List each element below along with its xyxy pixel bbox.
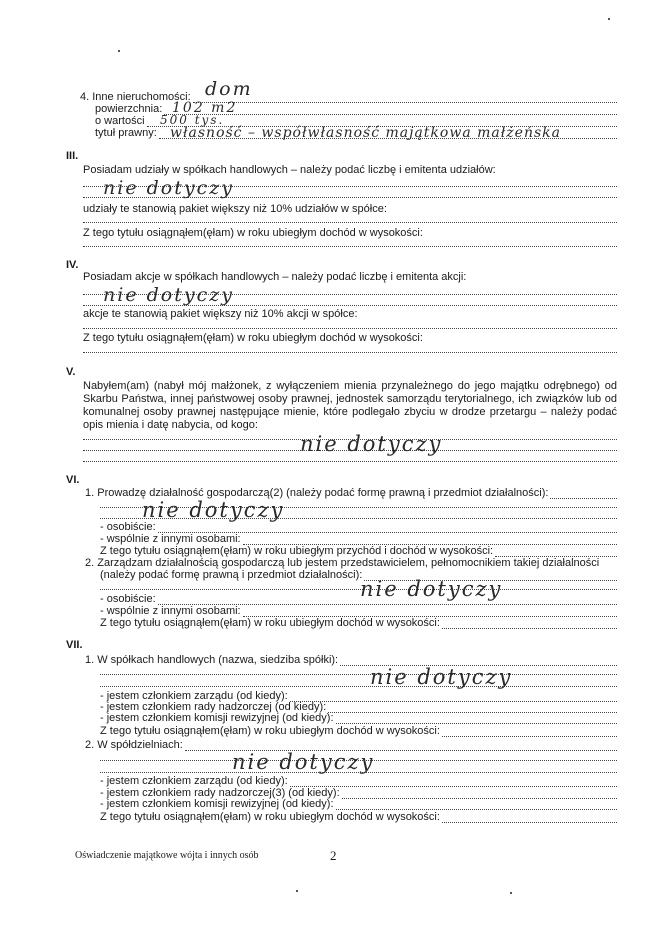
label: 1. Prowadzę działalność gospodarczą(2) (należy podać formę prawną i przedmiot działalności): xyxy=(85,487,549,499)
section-number: V. xyxy=(66,366,76,378)
label: - osobiście: xyxy=(100,521,156,533)
dotted-line[interactable] xyxy=(83,352,617,353)
label: Z tego tytułu osiągnąłem(ęłam) w roku ubiegłym dochód w wysokości: xyxy=(100,617,440,629)
section-number: VII. xyxy=(66,639,83,651)
label: powierzchnia: xyxy=(95,103,163,115)
other-property-row xyxy=(80,91,617,103)
handwritten-legal-title: własność – współwłasność majątkowa małżeńska xyxy=(170,125,561,141)
dotted-field[interactable] xyxy=(336,714,617,724)
handwritten-answer: nie dotyczy xyxy=(232,750,375,774)
scan-speck xyxy=(608,18,610,20)
dotted-field[interactable] xyxy=(495,547,617,557)
joint-row xyxy=(100,605,617,617)
board-row xyxy=(100,775,617,787)
label: tytuł prawny: xyxy=(95,127,157,139)
label: 4. Inne nieruchomości: xyxy=(80,91,191,103)
label: Z tego tytułu osiągnąłem(ęłam) w roku ubiegłym przychód i dochód w wysokości: xyxy=(100,545,494,557)
label: - wspólnie z innymi osobami: xyxy=(100,533,241,545)
dotted-field[interactable] xyxy=(158,523,617,533)
dotted-field[interactable] xyxy=(442,619,617,629)
income-row xyxy=(100,617,617,629)
footer-title: Oświadczenie majątkowe wójta i innych osób xyxy=(75,850,259,861)
page-number: 2 xyxy=(330,848,337,863)
scan-speck xyxy=(296,890,298,892)
label: - osobiście: xyxy=(100,593,156,605)
dotted-field[interactable] xyxy=(158,595,617,605)
personal-row xyxy=(100,521,617,533)
management-row xyxy=(100,569,617,581)
label: 2. W spółdzielniach: xyxy=(85,739,183,751)
label: - jestem członkiem komisji rewizyjnej (od kiedy): xyxy=(100,712,334,724)
label: - jestem członkiem rady nadzorczej (od kiedy): xyxy=(100,701,327,713)
handwritten-answer: nie dotyczy xyxy=(142,498,285,522)
label: - jestem członkiem zarządu (od kiedy): xyxy=(100,775,288,787)
paragraph: Nabyłem(am) (nabył mój małżonek, z wyłączeniem mienia przynależnego do jego majątku odrębnego) od Skarbu Państwa, innej państwowej osoby prawnej, jednostek samorządu terytorialnego, ich związków lub od komunalnej osoby prawnej następujące mienie, które podlegało zbyciu w drodze przetargu – należy podać opis mienia i datę nabycia, od kogo: xyxy=(83,380,617,431)
handwritten-property: dom xyxy=(205,78,253,100)
question: 2. Zarządzam działalnością gospodarczą lub jestem przedstawicielem, pełnomocnikiem takiej działalności xyxy=(85,557,600,569)
handwritten-answer: nie dotyczy xyxy=(103,177,234,199)
audit-row xyxy=(100,712,617,724)
handwritten-value: 500 tys. xyxy=(160,113,225,127)
handwritten-answer: nie dotyczy xyxy=(103,284,234,306)
question: Z tego tytułu osiągnąłem(ęłam) w roku ubiegłym dochód w wysokości: xyxy=(83,332,423,344)
income-row xyxy=(100,811,617,823)
personal-row xyxy=(100,593,617,605)
dotted-line[interactable] xyxy=(100,686,617,687)
dotted-line[interactable] xyxy=(83,328,617,329)
dotted-field[interactable] xyxy=(442,727,617,737)
income-row xyxy=(100,725,617,737)
label: - jestem członkiem komisji rewizyjnej (od kiedy): xyxy=(100,798,334,810)
label: Z tego tytułu osiągnąłem(ęłam) w roku ubiegłym dochód w wysokości: xyxy=(100,811,440,823)
dotted-field[interactable] xyxy=(442,813,617,823)
question: udziały te stanowią pakiet większy niż 10% udziałów w spółce: xyxy=(83,203,387,215)
label: - jestem członkiem zarządu (od kiedy): xyxy=(100,690,288,702)
dotted-line[interactable] xyxy=(83,246,617,247)
section-number: III. xyxy=(66,150,79,162)
scan-speck xyxy=(510,892,512,894)
label: - jestem członkiem rady nadzorczej(3) (od kiedy): xyxy=(100,787,340,799)
label: 1. W spółkach handlowych (nazwa, siedziba spółki): xyxy=(85,654,339,666)
label: (należy podać formę prawną i przedmiot działalności): xyxy=(100,569,363,581)
section-number: IV. xyxy=(66,259,79,271)
dotted-line[interactable] xyxy=(83,222,617,223)
question: Posiadam akcje w spółkach handlowych – należy podać liczbę i emitenta akcji: xyxy=(83,271,467,283)
question: akcje te stanowią pakiet większy niż 10% akcji w spółce: xyxy=(83,308,358,320)
scan-speck xyxy=(118,50,120,52)
section-number: VI. xyxy=(66,474,80,486)
question: Posiadam udziały w spółkach handlowych – należy podać liczbę i emitenta udziałów: xyxy=(83,164,496,176)
audit-row xyxy=(100,798,617,810)
dotted-line[interactable] xyxy=(100,674,617,675)
handwritten-answer: nie dotyczy xyxy=(370,665,513,689)
handwritten-area: 102 m2 xyxy=(172,100,238,116)
dotted-field[interactable] xyxy=(290,777,617,787)
dotted-field[interactable] xyxy=(550,489,617,499)
companies-row xyxy=(85,654,617,666)
label: Z tego tytułu osiągnąłem(ęłam) w roku ubiegłym dochód w wysokości: xyxy=(100,725,440,737)
income-row xyxy=(100,545,617,557)
label: o wartości xyxy=(95,115,145,127)
dotted-field[interactable] xyxy=(243,607,617,617)
dotted-field[interactable] xyxy=(243,535,617,545)
handwritten-answer: nie dotyczy xyxy=(360,577,503,601)
dotted-field[interactable] xyxy=(193,93,617,103)
label: - wspólnie z innymi osobami: xyxy=(100,605,241,617)
joint-row xyxy=(100,533,617,545)
question: Z tego tytułu osiągnąłem(ęłam) w roku ubiegłym dochód w wysokości: xyxy=(83,227,423,239)
dotted-line[interactable] xyxy=(100,589,617,590)
handwritten-answer: nie dotyczy xyxy=(300,432,443,456)
dotted-line[interactable] xyxy=(83,461,617,462)
dotted-field[interactable] xyxy=(336,800,617,810)
